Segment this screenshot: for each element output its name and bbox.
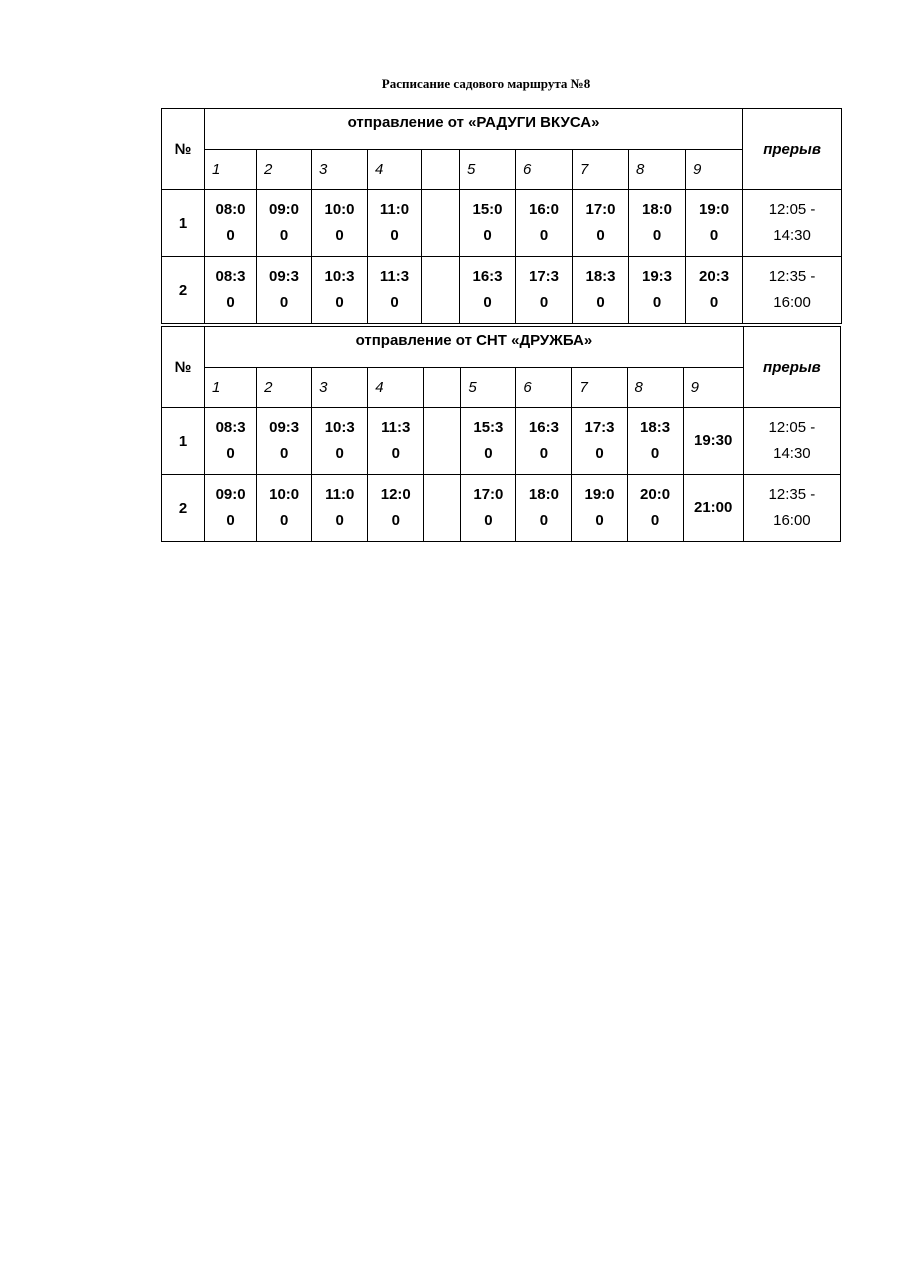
time-part: 19:0 xyxy=(699,201,730,218)
number-header: № xyxy=(162,327,205,408)
time-part: 0 xyxy=(483,294,492,311)
time-part: 16:3 xyxy=(528,419,559,436)
break-to: 16:00 xyxy=(773,512,811,529)
time-part: 0 xyxy=(391,512,400,529)
trip-number: 4 xyxy=(368,150,422,190)
time-part: 11:0 xyxy=(325,486,355,503)
time-part: 0 xyxy=(483,227,492,244)
departure-time xyxy=(627,475,683,542)
time-part: 0 xyxy=(226,227,235,244)
time-part: 0 xyxy=(650,445,660,462)
departure-time xyxy=(572,408,627,475)
time-part: 0 xyxy=(539,512,549,529)
trip-number: 9 xyxy=(686,150,743,190)
trip-number: 2 xyxy=(257,368,312,408)
departure-time xyxy=(516,408,572,475)
departure-time xyxy=(257,257,312,324)
departure-time xyxy=(461,475,516,542)
departure-time xyxy=(516,257,573,324)
departure-time xyxy=(368,190,422,257)
departure-time xyxy=(424,408,461,475)
time-part: 10:3 xyxy=(324,419,355,436)
time-part: 0 xyxy=(279,294,289,311)
number-header: № xyxy=(162,109,205,190)
trip-number: 2 xyxy=(257,150,312,190)
departure-time xyxy=(424,475,461,542)
time-part: 17:0 xyxy=(473,486,504,503)
table-row xyxy=(162,257,842,324)
table-body xyxy=(162,327,841,542)
trip-number: 9 xyxy=(683,368,743,408)
time-part: 08:0 xyxy=(215,201,246,218)
trip-number: 5 xyxy=(461,368,516,408)
time-part: 21:00 xyxy=(694,499,733,516)
break-time xyxy=(743,190,842,257)
departure-time xyxy=(461,408,516,475)
time-part: 16:3 xyxy=(472,268,503,285)
break-from: 12:35 - xyxy=(768,268,816,285)
time-part: 0 xyxy=(650,512,660,529)
trip-number: 7 xyxy=(573,150,629,190)
departure-time xyxy=(683,475,743,542)
trip-number: 8 xyxy=(627,368,683,408)
trip-numbers-row xyxy=(162,150,842,190)
time-part: 0 xyxy=(226,512,235,529)
trip-numbers-row xyxy=(162,368,841,408)
break-to: 14:30 xyxy=(773,445,811,462)
trip-number: 5 xyxy=(460,150,516,190)
departure-time xyxy=(516,190,573,257)
time-part: 0 xyxy=(709,227,719,244)
time-part: 0 xyxy=(595,445,604,462)
break-header: прерыв xyxy=(743,109,842,190)
row-number: 2 xyxy=(162,257,205,324)
time-part: 0 xyxy=(709,294,719,311)
departure-time xyxy=(422,257,460,324)
departure-time xyxy=(205,475,257,542)
departure-time xyxy=(629,257,686,324)
time-part: 15:3 xyxy=(473,419,504,436)
departure-time xyxy=(573,257,629,324)
time-part: 20:0 xyxy=(640,486,671,503)
departure-time xyxy=(205,257,257,324)
time-part: 0 xyxy=(652,294,662,311)
departure-time xyxy=(257,408,312,475)
schedule-table-radugi-vkusa xyxy=(161,108,842,324)
break-to: 16:00 xyxy=(773,294,811,311)
departure-time xyxy=(312,408,368,475)
departure-time xyxy=(422,190,460,257)
time-part: 0 xyxy=(390,227,399,244)
time-part: 09:3 xyxy=(269,419,300,436)
departure-time xyxy=(312,257,368,324)
time-part: 0 xyxy=(484,445,493,462)
break-from: 12:05 - xyxy=(768,419,816,436)
departure-time xyxy=(257,475,312,542)
time-part: 11:0 xyxy=(379,201,410,218)
time-part: 10:3 xyxy=(324,268,355,285)
time-part: 0 xyxy=(596,227,605,244)
time-part: 0 xyxy=(391,445,400,462)
time-part: 11:3 xyxy=(381,419,411,436)
break-to: 14:30 xyxy=(773,227,811,244)
trip-number: 6 xyxy=(516,150,573,190)
time-part: 12:0 xyxy=(380,486,411,503)
time-part: 0 xyxy=(335,445,344,462)
trip-number: 1 xyxy=(205,368,257,408)
departure-time xyxy=(516,475,572,542)
time-part: 17:0 xyxy=(585,201,616,218)
header-row xyxy=(162,327,841,368)
break-from: 12:05 - xyxy=(768,201,816,218)
time-part: 18:0 xyxy=(641,201,673,218)
time-part: 0 xyxy=(226,294,235,311)
time-part: 18:3 xyxy=(585,268,616,285)
time-part: 20:3 xyxy=(699,268,730,285)
time-part: 17:3 xyxy=(528,268,560,285)
trip-number: 3 xyxy=(312,150,368,190)
time-part: 09:0 xyxy=(215,486,246,503)
departure-time xyxy=(205,190,257,257)
time-part: 19:3 xyxy=(641,268,673,285)
table-row xyxy=(162,475,841,542)
time-part: 18:0 xyxy=(528,486,559,503)
row-number: 1 xyxy=(162,190,205,257)
time-part: 11:3 xyxy=(379,268,410,285)
time-part: 17:3 xyxy=(584,419,615,436)
time-part: 0 xyxy=(595,512,604,529)
trip-number: 8 xyxy=(629,150,686,190)
direction-header: отправление от «РАДУГИ ВКУСА» xyxy=(205,109,743,150)
time-part: 0 xyxy=(390,294,399,311)
time-part: 0 xyxy=(226,445,235,462)
schedule-table-snt-druzhba xyxy=(161,326,841,542)
time-part: 0 xyxy=(484,512,493,529)
departure-time xyxy=(205,408,257,475)
time-part: 15:0 xyxy=(472,201,503,218)
trip-number: 7 xyxy=(572,368,627,408)
break-time xyxy=(743,475,840,542)
time-part: 0 xyxy=(335,227,344,244)
time-part: 0 xyxy=(279,445,289,462)
time-part: 19:30 xyxy=(694,432,733,449)
time-part: 0 xyxy=(596,294,605,311)
trip-number xyxy=(422,150,460,190)
time-part: 16:0 xyxy=(528,201,560,218)
time-part: 08:3 xyxy=(215,268,246,285)
departure-time xyxy=(368,408,424,475)
time-part: 09:0 xyxy=(268,201,300,218)
time-part: 0 xyxy=(539,294,549,311)
time-part: 10:0 xyxy=(269,486,300,503)
trip-number: 3 xyxy=(312,368,368,408)
time-part: 19:0 xyxy=(584,486,615,503)
departure-time xyxy=(368,475,424,542)
time-part: 0 xyxy=(335,512,344,529)
table-row xyxy=(162,408,841,475)
time-part: 09:3 xyxy=(268,268,300,285)
departure-time xyxy=(312,475,368,542)
break-time xyxy=(743,408,840,475)
departure-time xyxy=(572,475,627,542)
table-body xyxy=(162,109,842,324)
departure-time xyxy=(312,190,368,257)
departure-time xyxy=(627,408,683,475)
departure-time xyxy=(573,190,629,257)
time-part: 18:3 xyxy=(640,419,671,436)
row-number: 2 xyxy=(162,475,205,542)
departure-time xyxy=(686,190,743,257)
break-time xyxy=(743,257,842,324)
time-part: 0 xyxy=(539,227,549,244)
trip-number xyxy=(424,368,461,408)
time-part: 0 xyxy=(279,512,289,529)
departure-time xyxy=(683,408,743,475)
time-part: 0 xyxy=(279,227,289,244)
departure-time xyxy=(460,257,516,324)
departure-time xyxy=(368,257,422,324)
departure-time xyxy=(629,190,686,257)
direction-header: отправление от СНТ «ДРУЖБА» xyxy=(205,327,744,368)
time-part: 0 xyxy=(652,227,662,244)
trip-number: 1 xyxy=(205,150,257,190)
page-title: Расписание садового маршрута №8 xyxy=(381,76,591,91)
departure-time xyxy=(257,190,312,257)
header-row xyxy=(162,109,842,150)
departure-time xyxy=(686,257,743,324)
table-row xyxy=(162,190,842,257)
time-part: 0 xyxy=(539,445,549,462)
trip-number: 4 xyxy=(368,368,424,408)
time-part: 08:3 xyxy=(215,419,246,436)
row-number: 1 xyxy=(162,408,205,475)
trip-number: 6 xyxy=(516,368,572,408)
departure-time xyxy=(460,190,516,257)
time-part: 10:0 xyxy=(324,201,355,218)
break-header: прерыв xyxy=(743,327,840,408)
break-from: 12:35 - xyxy=(768,486,816,503)
time-part: 0 xyxy=(335,294,344,311)
